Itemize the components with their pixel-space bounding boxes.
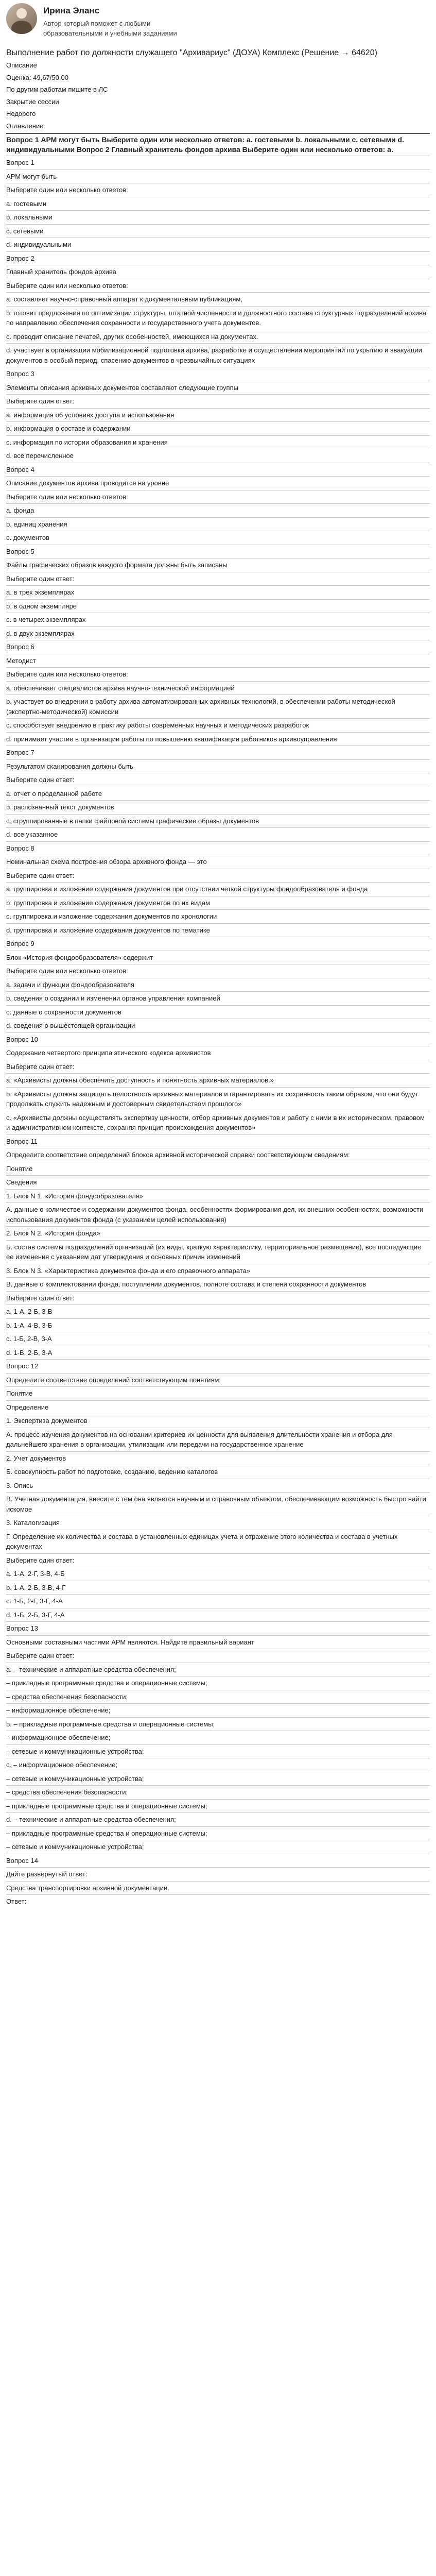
question-line: c. сетевыми — [6, 227, 44, 235]
divider — [6, 1785, 430, 1786]
divider — [6, 909, 430, 910]
question-line: c. в четырех экземплярах — [6, 616, 86, 624]
question-line: b. 1-А, 4-В, 3-Б — [6, 1321, 53, 1329]
question-line: 1. Экспертиза документов — [6, 1417, 88, 1425]
divider — [6, 394, 430, 395]
question-line: a. составляет научно-справочный аппарат к документальным публикациям, — [6, 295, 242, 303]
divider — [6, 800, 430, 801]
divider — [6, 1318, 430, 1319]
question-block — [6, 937, 430, 1032]
question-line: d. индивидуальными — [6, 241, 72, 249]
question-line: Содержание четвертого принципа этического кодекса архивистов — [6, 1049, 211, 1057]
questions-list — [6, 156, 430, 1908]
question-block — [6, 156, 430, 251]
question-line: 2. Учет документов — [6, 1454, 66, 1462]
question-line: d. участвует в организации мобилизационной подготовки архива, разработке и осуществлении мероприятий по укрытию и эвакуации документов в особый период, спасению документов в чрезвычайных ситуациях — [6, 346, 422, 364]
question-line: Выберите один или несколько ответов: — [6, 186, 128, 194]
question-line: b. в одном экземпляре — [6, 602, 77, 610]
question-line: c. 1-Б, 2-В, 3-А — [6, 1335, 52, 1343]
question-line: b. «Архивисты должны защищать целостность архивных материалов и гарантировать их сохранность таким образом, что они будут продолжать служить надежным и достоверным свидетельством прошлого» — [6, 1090, 418, 1108]
question-line: – средства обеспечения безопасности; — [6, 1788, 128, 1797]
divider — [6, 759, 430, 760]
divider — [6, 1240, 430, 1241]
question-line: c. данные о сохранности документов — [6, 1008, 121, 1016]
price-text: Недорого — [6, 110, 36, 118]
question-line: – средства обеспечения безопасности; — [6, 1692, 128, 1701]
divider — [6, 1826, 430, 1827]
question-line: a. «Архивисты должны обеспечить доступность и понятность архивных материалов.» — [6, 1076, 274, 1084]
divider — [6, 718, 430, 719]
question-line: a. гостевыми — [6, 199, 47, 208]
question-title: Вопрос 8 — [6, 844, 34, 852]
question-title: Вопрос 13 — [6, 1624, 38, 1633]
question-block — [6, 640, 430, 745]
question-title: Вопрос 3 — [6, 370, 34, 378]
question-line: Ответ: — [6, 1897, 27, 1906]
question-block — [6, 463, 430, 544]
divider — [6, 1451, 430, 1452]
divider — [6, 1812, 430, 1813]
divider — [6, 1867, 430, 1868]
question-block — [6, 841, 430, 937]
question-block — [6, 367, 430, 462]
divider — [6, 991, 430, 992]
question-line: a. обеспечивает специалистов архива научно-технической информацией — [6, 684, 235, 692]
divider — [6, 517, 430, 518]
question-line: – прикладные программные средства и операционные системы; — [6, 1829, 207, 1837]
divider — [6, 1005, 430, 1006]
question-title: Вопрос 12 — [6, 1362, 38, 1370]
avatar[interactable] — [6, 3, 37, 34]
question-title: Вопрос 10 — [6, 1035, 38, 1043]
divider — [6, 585, 430, 586]
question-line: Выберите один ответ: — [6, 776, 75, 784]
author-description: Автор который поможет с любыми образовательными и учебными заданиями — [43, 19, 177, 37]
question-line: b. единиц хранения — [6, 520, 67, 528]
question-line: Дайте развёрнутый ответ: — [6, 1870, 88, 1878]
author-card — [6, 0, 430, 46]
question-block — [6, 1134, 430, 1359]
question-title: Вопрос 6 — [6, 643, 34, 651]
question-line: 3. Блок N 3. «Характеристика документов фонда и его справочного аппарата» — [6, 1266, 251, 1275]
question-line: Выберите один ответ: — [6, 1294, 75, 1302]
divider — [6, 1717, 430, 1718]
question-line: a. – технические и аппаратные средства обеспечения; — [6, 1665, 176, 1673]
question-line: d. все указанное — [6, 831, 58, 839]
toc-label: Оглавление — [6, 122, 44, 130]
divider — [6, 408, 430, 409]
question-line: a. 1-А, 2-Г, 3-В, 4-Б — [6, 1570, 65, 1578]
question-line: Выберите один или несколько ответов: — [6, 493, 128, 501]
question-line: – сетевые и коммуникационные устройства; — [6, 1747, 144, 1755]
question-title: Вопрос 1 — [6, 159, 34, 167]
question-line: Основными составными частями АРМ являются. Найдите правильный вариант — [6, 1638, 254, 1646]
question-line: c. группировка и изложение содержания документов по хронологии — [6, 912, 217, 921]
divider — [6, 1304, 430, 1305]
divider — [6, 435, 430, 436]
question-line: 1. Блок N 1. «История фондообразователя» — [6, 1192, 143, 1200]
divider — [6, 1894, 430, 1895]
divider — [6, 292, 430, 293]
question-line: a. отчет о проделанной работе — [6, 789, 102, 798]
question-line: 3. Каталогизация — [6, 1519, 60, 1527]
question-title: Вопрос 14 — [6, 1856, 38, 1865]
question-line: Выберите один или несколько ответов: — [6, 670, 128, 679]
question-line: Номинальная схема построения обзора архивного фонда — это — [6, 858, 207, 866]
question-line: В. данные о комплектовании фонда, поступлении документов, полноте состава и степени сохранности документов — [6, 1280, 367, 1289]
question-line: Выберите один ответ: — [6, 574, 75, 583]
divider — [6, 1189, 430, 1190]
question-line: Выберите один ответ: — [6, 1652, 75, 1660]
divider — [6, 1799, 430, 1800]
question-title: Вопрос 11 — [6, 1137, 38, 1145]
question-line: Сведения — [6, 1178, 37, 1187]
divider — [6, 923, 430, 924]
divider — [6, 1881, 430, 1882]
question-line: a. задачи и функции фондообразователя — [6, 980, 135, 989]
question-line: Определение — [6, 1403, 49, 1411]
divider — [6, 827, 430, 828]
question-line: b. группировка и изложение содержания документов по их видам — [6, 899, 211, 907]
question-line: Понятие — [6, 1164, 33, 1173]
divider — [6, 306, 430, 307]
divider — [6, 694, 430, 695]
page-title: Выполнение работ по должности служащего "Архивариус" (ДОУА) Комплекс (Решение → 64620) — [6, 48, 377, 57]
question-line: – информационное обеспечение; — [6, 1706, 111, 1715]
question-line: Описание документов архива проводится на уровне — [6, 479, 169, 487]
divider — [6, 1703, 430, 1704]
question-line: 2. Блок N 2. «История фонда» — [6, 1229, 100, 1238]
author-name[interactable]: Ирина Эланс — [43, 6, 100, 15]
divider — [6, 841, 430, 842]
question-line: Элементы описания архивных документов составляют следующие группы — [6, 383, 238, 392]
question-line: a. 1-А, 2-Б, 3-В — [6, 1308, 53, 1316]
question-line: АРМ могут быть — [6, 172, 57, 180]
question-line: Выберите один или несколько ответов: — [6, 281, 128, 290]
question-line: c. 1-Б, 2-Г, 3-Г, 4-А — [6, 1597, 63, 1605]
question-title: Вопрос 2 — [6, 254, 34, 262]
divider — [6, 1553, 430, 1554]
question-line: Б. состав системы подразделений организаций (их виды, краткую характеристику, территориальное размещение), все последующие ее изменения с указанием дат утверждения и основных причин изменений — [6, 1243, 422, 1261]
divider — [6, 1373, 430, 1374]
question-line: Файлы графических образов каждого формата должны быть записаны — [6, 561, 228, 569]
divider — [6, 667, 430, 668]
divider — [6, 210, 430, 211]
divider — [6, 732, 430, 733]
question-line: В. Учетная документация, внесите с тем она является научным и справочным объектом, обеспечивающим возможность быстро найти искомое — [6, 1495, 426, 1513]
question-line: Определите соответствие определений блоков архивной исторической справки соответствующим сведениям: — [6, 1151, 350, 1159]
divider — [6, 882, 430, 883]
question-line: d. 1-В, 2-Б, 3-А — [6, 1348, 53, 1357]
divider — [6, 1594, 430, 1595]
question-line: – сетевые и коммуникационные устройства; — [6, 1774, 144, 1783]
question-line: Выберите один ответ: — [6, 1062, 75, 1071]
question-line: Г. Определение их количества и состава в установленных единицах учета и отражение этого количества и состава в учетных документах — [6, 1532, 398, 1551]
question-line: b. 1-А, 2-Б, 3-В, 4-Г — [6, 1583, 66, 1591]
question-line: d. группировка и изложение содержания документов по тематике — [6, 926, 210, 934]
question-line: Определите соответствие определений соответствующим понятиям: — [6, 1376, 221, 1384]
question-line: c. способствует внедрению в практику работы современных научных и методических разработок — [6, 721, 309, 730]
divider — [6, 1400, 430, 1401]
question-line: d. в двух экземплярах — [6, 629, 75, 637]
question-title: Вопрос 5 — [6, 547, 34, 555]
question-block — [6, 251, 430, 367]
question-line: a. в трех экземплярах — [6, 588, 75, 597]
divider — [6, 1621, 430, 1622]
description-label: Описание — [6, 61, 37, 70]
divider — [6, 224, 430, 225]
divider — [6, 1744, 430, 1745]
author-info — [43, 3, 198, 39]
question-line: Средства транспортировки архивной документации. — [6, 1884, 169, 1892]
question-line: b. информация о составе и содержании — [6, 425, 131, 433]
rating-text: Оценка: 49,67/50,00 — [6, 73, 68, 81]
question-line: d. сведения о вышестоящей организации — [6, 1022, 135, 1030]
divider — [6, 343, 430, 344]
divider — [6, 1635, 430, 1636]
question-line: Выберите один или несколько ответов: — [6, 967, 128, 975]
question-line: c. сгруппированные в папки файловой системы графические образы документов — [6, 817, 259, 825]
question-line: Выберите один ответ: — [6, 397, 75, 405]
question-line: d. принимает участие в организации работы по повышению квалификации работников архивоуправления — [6, 735, 337, 743]
question-line: – прикладные программные средства и операционные системы; — [6, 1802, 207, 1810]
divider — [6, 1492, 430, 1493]
question-block — [6, 1359, 430, 1621]
question-line: Б. совокупность работ по подготовке, созданию, ведению каталогов — [6, 1468, 218, 1476]
session-text: Закрытие сессии — [6, 97, 59, 106]
question-line: b. сведения о создании и изменении органов управления компанией — [6, 994, 220, 1003]
question-line: a. информация об условиях доступа и использования — [6, 411, 175, 419]
question-line: 3. Опись — [6, 1481, 33, 1489]
divider — [6, 1175, 430, 1176]
question-line: b. участвует во внедрении в работу архива автоматизированных архивных технологий, в обеспечении работы методической (экспертно-методической) комиссии — [6, 698, 395, 716]
question-line: c. – информационное обеспечение; — [6, 1761, 118, 1769]
question-line: Блок «История фондообразователя» содержит — [6, 953, 153, 961]
divider — [6, 1291, 430, 1292]
question-line: Результатом сканирования должны быть — [6, 762, 133, 770]
question-block — [6, 745, 430, 841]
divider — [6, 814, 430, 815]
question-line: – прикладные программные средства и операционные системы; — [6, 1679, 207, 1687]
divider — [6, 503, 430, 504]
divider — [6, 133, 430, 134]
divider — [6, 626, 430, 627]
divider — [6, 1073, 430, 1074]
divider — [6, 1202, 430, 1203]
question-line: Выберите один ответ: — [6, 871, 75, 879]
divider — [6, 1032, 430, 1033]
question-line: c. проводит описание печатей, других особенностей, имеющихся на документах. — [6, 332, 258, 341]
divider — [6, 1087, 430, 1088]
divider — [6, 745, 430, 746]
question-line: – сетевые и коммуникационные устройства; — [6, 1843, 144, 1851]
divider — [6, 599, 430, 600]
question-line: A. данные о количестве и содержании документов фонда, особенностях формирования дел, их внешних особенностях, возможности использования документов фонда (с указанием целей использования) — [6, 1206, 424, 1224]
question-block — [6, 1621, 430, 1853]
divider — [6, 1134, 430, 1135]
question-line: a. фонда — [6, 506, 34, 515]
divider — [6, 681, 430, 682]
question-title: Вопрос 9 — [6, 940, 34, 948]
divider — [6, 1359, 430, 1360]
divider — [6, 421, 430, 422]
question-line: b. готовит предложения по оптимизации структуры, штатной численности и должностного состава структурных подразделений архива по направлению обеспечения сохранности и государственного учета документов. — [6, 309, 427, 327]
divider — [6, 1277, 430, 1278]
question-block — [6, 1854, 430, 1908]
question-line: d. 1-Б, 2-Б, 3-Г, 4-А — [6, 1611, 65, 1619]
question-line: – информационное обеспечение; — [6, 1734, 111, 1742]
question-line: Методист — [6, 656, 36, 665]
question-line: d. все перечисленное — [6, 452, 74, 460]
question-block — [6, 545, 430, 640]
question-line: Главный хранитель фондов архива — [6, 268, 116, 276]
intro-text: Вопрос 1 АРМ могут быть Выберите один или несколько ответов: a. гостевыми b. локальными c. сетевыми d. индивидуальными Вопрос 2 Главный хранитель фондов архива Выберите один или несколько ответов: a. — [6, 135, 404, 154]
question-line: c. документов — [6, 534, 50, 542]
question-line: b. распознанный текст документов — [6, 803, 114, 811]
divider — [6, 251, 430, 252]
divider — [6, 476, 430, 477]
question-line: c. «Архивисты должны осуществлять экспертизу ценности, отбор архивных документов и работу с ними в их историческом, правовом и административном контексте, сохраняя принцип происхождения документов» — [6, 1113, 425, 1132]
question-title: Вопрос 7 — [6, 749, 34, 757]
question-line: b. – прикладные программные средства и операционные системы; — [6, 1720, 215, 1728]
question-line: b. локальными — [6, 213, 53, 222]
question-line: c. информация по истории образования и хранения — [6, 438, 168, 446]
divider — [6, 1386, 430, 1387]
question-line: Понятие — [6, 1389, 33, 1398]
contact-note: По другим работам пишите в ЛС — [6, 86, 108, 94]
question-line: a. группировка и изложение содержания документов при отсутствии четкой структуры фондообразователя и фонда — [6, 885, 368, 893]
question-block — [6, 1032, 430, 1134]
question-title: Вопрос 4 — [6, 465, 34, 473]
question-line: A. процесс изучения документов на основании критериев их ценности для выявления длительности хранения и отбора для дальнейшего хранения в организации, утилизации или передачи на государственное хранение — [6, 1430, 393, 1449]
question-line: d. – технические и аппаратные средства обеспечения; — [6, 1816, 176, 1824]
divider — [6, 1226, 430, 1227]
question-line: Выберите один ответ: — [6, 1556, 75, 1564]
